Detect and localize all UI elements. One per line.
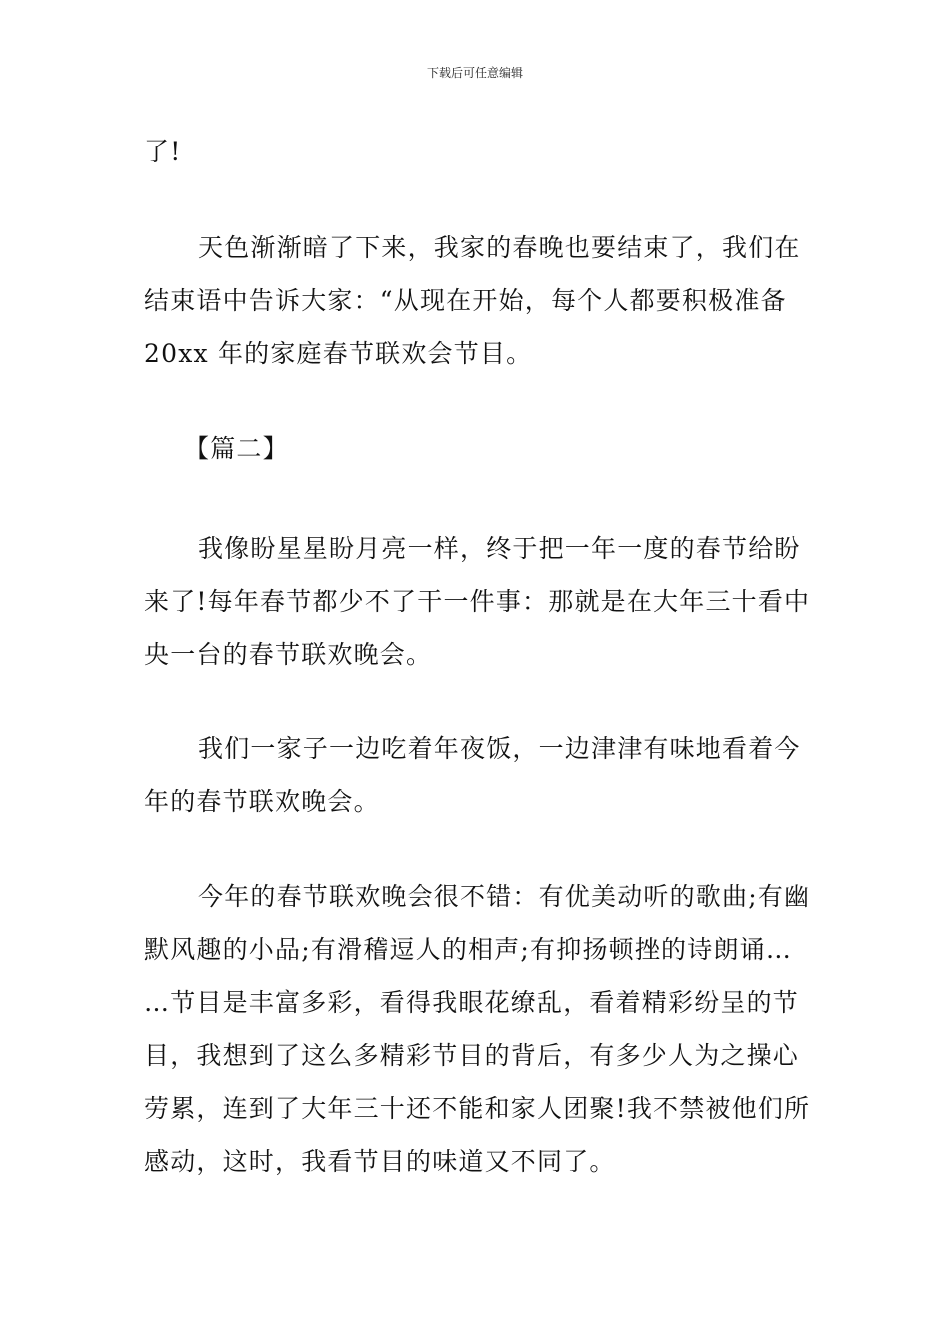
paragraph-line: 来了!每年春节都少不了干一件事：那就是在大年三十看中 (144, 587, 811, 616)
paragraph-line: 今年的春节联欢晚会很不错：有优美动听的歌曲;有幽 (198, 882, 811, 911)
paragraph-line: …节目是丰富多彩，看得我眼花缭乱，看着精彩纷呈的节 (144, 988, 800, 1017)
paragraph-line: 央一台的春节联欢晚会。 (144, 640, 433, 669)
paragraph-line: 结束语中告诉大家：“从现在开始，每个人都要积极准备 (144, 286, 787, 315)
paragraph-line: 目，我想到了这么多精彩节目的背后，有多少人为之操心 (144, 1041, 800, 1070)
paragraph-line: 感动，这时，我看节目的味道又不同了。 (144, 1147, 616, 1176)
paragraph-line: 天色渐渐暗了下来，我家的春晚也要结束了，我们在 (198, 233, 801, 262)
text-line: 了! (144, 137, 182, 166)
page-header-note: 下载后可任意编辑 (426, 66, 523, 80)
paragraph-line: 年的春节联欢晚会。 (144, 787, 380, 816)
paragraph-line: 我们一家子一边吃着年夜饭，一边津津有味地看着今 (198, 734, 801, 763)
section-heading: 【篇二】 (184, 434, 289, 463)
paragraph-line: 20xx 年的家庭春节联欢会节目。 (144, 339, 533, 368)
paragraph-line: 劳累，连到了大年三十还不能和家人团聚!我不禁被他们所 (144, 1094, 811, 1123)
paragraph-line: 我像盼星星盼月亮一样，终于把一年一度的春节给盼 (198, 534, 801, 563)
paragraph-line: 默风趣的小品;有滑稽逗人的相声;有抑扬顿挫的诗朗诵… (144, 935, 793, 964)
